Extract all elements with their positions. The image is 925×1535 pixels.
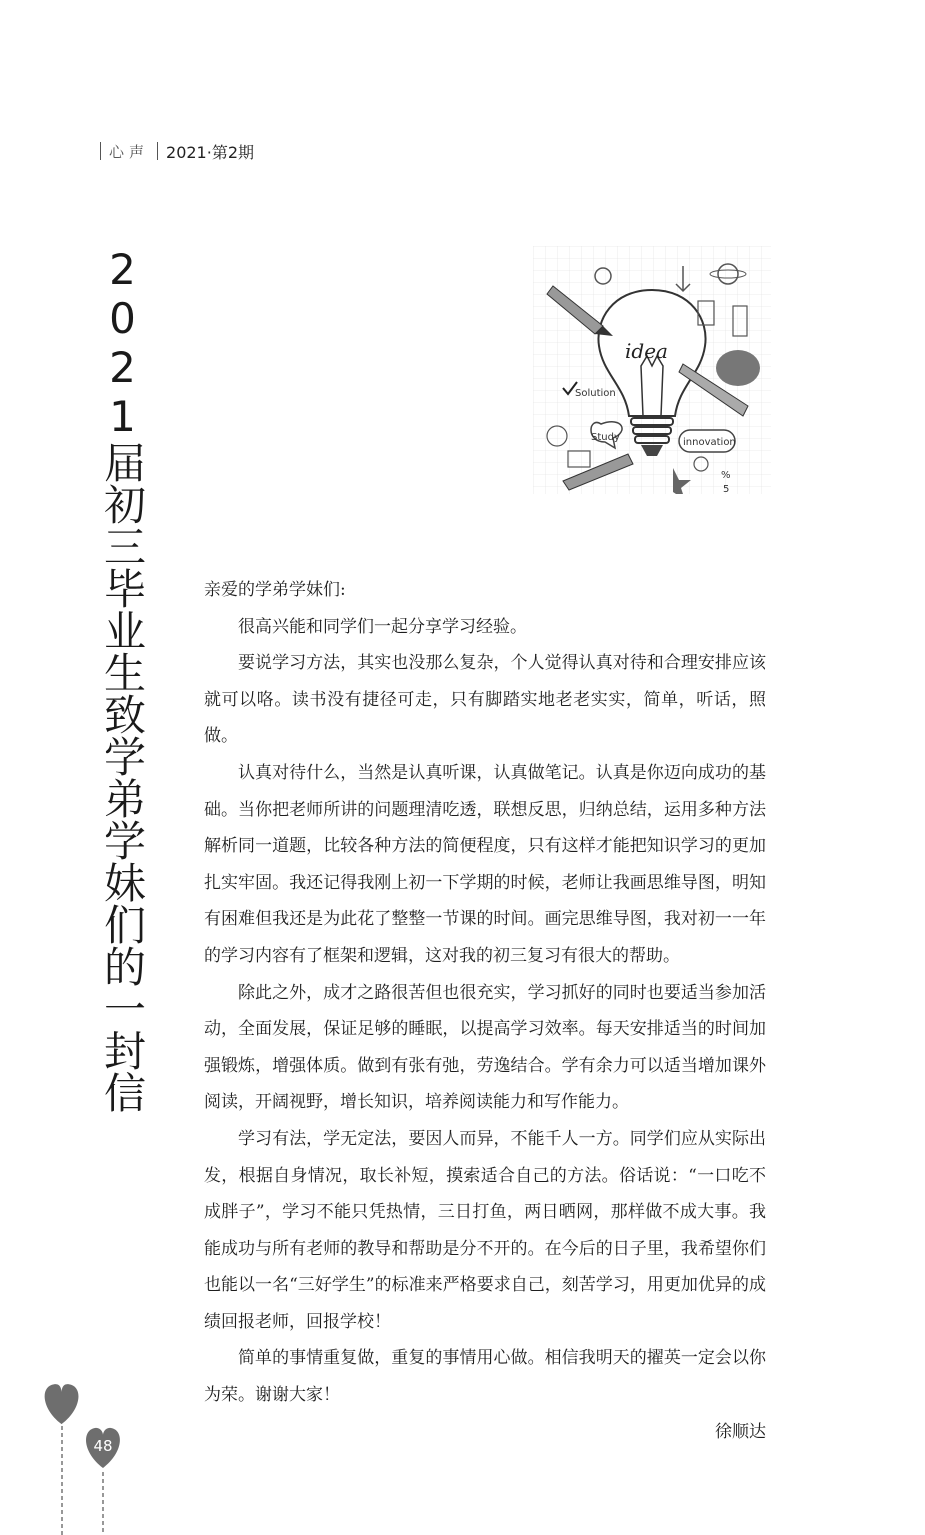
letter-paragraph: 很高兴能和同学们一起分享学习经验。: [238, 616, 527, 637]
innovation-label: innovation: [683, 437, 736, 448]
percent-label: %: [721, 470, 731, 481]
running-header: [100, 138, 254, 164]
letter-paragraph: 认真对待什么，当然是认真听课，认真做笔记。认真是你迈向成功的基础。当你把老师所讲的问题理清吃透，联想反思，归纳总结，运用多种方法解析同一道题，比较各种方法的简便程度，只有这样才能把知识学习的更加扎实牢固。我还记得我刚上初一下学期的时候，老师让我画思维导图，明知有困难但我还是为此花了整整一节课的时间。画完思维导图，我对初一一年的学习内容有了框架和逻辑，这对我的初三复习有很大的帮助。: [204, 762, 766, 966]
column-name: 心声: [109, 142, 150, 161]
letter-paragraph: 学习有法，学无定法，要因人而异，不能千人一方。同学们应从实际出发，根据自身情况，取长补短，摸索适合自己的方法。俗话说：“一口吃不成胖子”，学习不能只凭热情，三日打鱼，两日晒网，那样做不成大事。我能成功与所有老师的教导和帮助是分不开的。在今后的日子里，我希望你们也能以一名“三好学生”的标准来严格要求自己，刻苦学习，用更加优异的成绩回报老师，回报学校！: [204, 1128, 766, 1332]
header-divider: [100, 142, 101, 160]
idea-lightbulb-illustration: [533, 246, 771, 494]
idea-label: idea: [625, 339, 668, 363]
letter-paragraph: 除此之外，成才之路很苦但也很充实，学习抓好的同时也要适当参加活动，全面发展，保证足够的睡眠，以提高学习效率。每天安排适当的时间加强锻炼，增强体质。做到有张有弛，劳逸结合。学有余力可以适当增加课外阅读，开阔视野，增长知识，培养阅读能力和写作能力。: [204, 982, 766, 1113]
issue-label: 2021·第2期: [166, 142, 255, 162]
heart-decoration: [30, 1380, 140, 1535]
solution-label: Solution: [575, 388, 616, 399]
letter-signature: 徐顺达: [715, 1421, 766, 1442]
article-title: 2021届初三毕业生致学弟学妹们的一封信: [98, 245, 147, 1113]
five-label: 5: [723, 484, 730, 494]
page-number: 48: [93, 1437, 113, 1455]
study-label: Study: [591, 432, 620, 443]
letter-paragraph: 简单的事情重复做，重复的事情用心做。相信我明天的擢英一定会以你为荣。谢谢大家！: [204, 1348, 766, 1406]
letter-greeting: 亲爱的学弟学妹们:: [204, 580, 346, 600]
letter-paragraph: 要说学习方法，其实也没那么复杂，个人觉得认真对待和合理安排应该就可以咯。读书没有捷径可走，只有脚踏实地老老实实，简单，听话，照做。: [204, 653, 766, 747]
letter-body: [204, 572, 766, 1450]
header-divider: [157, 142, 158, 160]
